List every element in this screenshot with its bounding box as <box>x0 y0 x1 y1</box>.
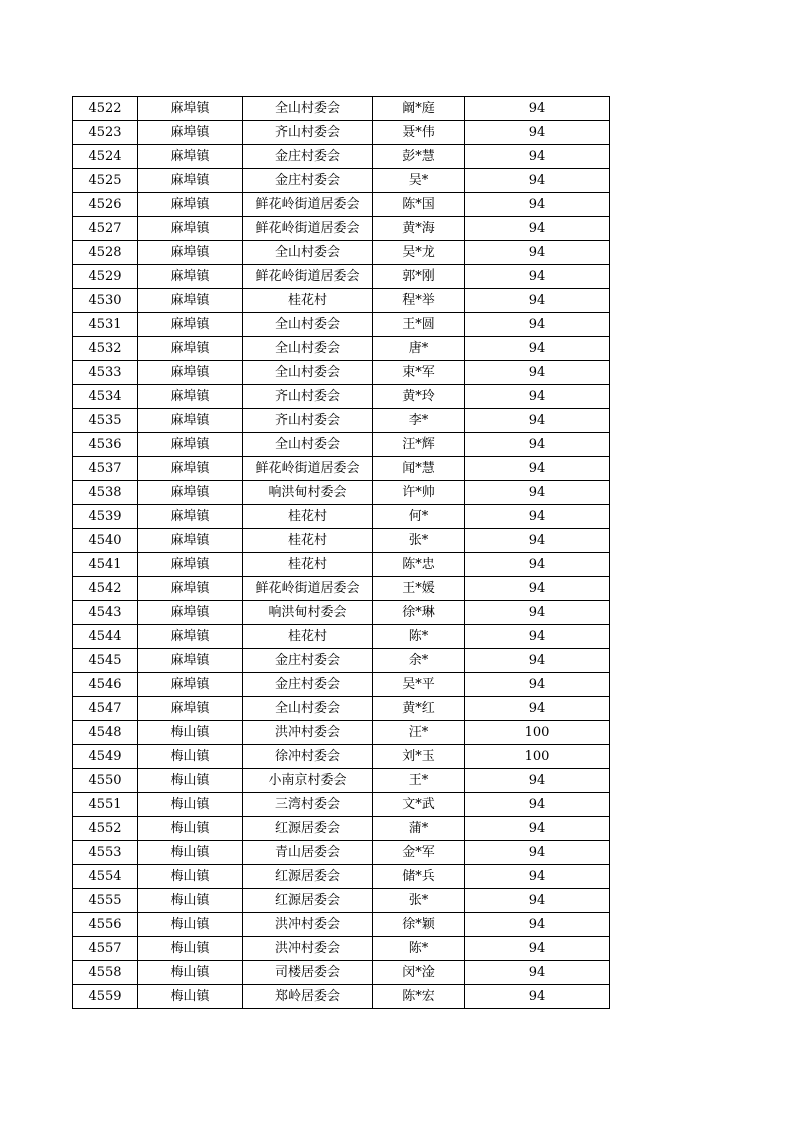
town-cell: 麻埠镇 <box>138 601 243 625</box>
row-number-cell: 4555 <box>73 889 138 913</box>
town-cell: 麻埠镇 <box>138 193 243 217</box>
table-row <box>73 793 610 817</box>
score-cell: 94 <box>465 289 610 313</box>
table-row <box>73 985 610 1009</box>
table-row <box>73 577 610 601</box>
row-number-cell: 4559 <box>73 985 138 1009</box>
village-cell: 金庄村委会 <box>243 673 373 697</box>
town-cell: 麻埠镇 <box>138 169 243 193</box>
town-cell: 麻埠镇 <box>138 409 243 433</box>
score-cell: 94 <box>465 217 610 241</box>
table-row <box>73 961 610 985</box>
row-number-cell: 4524 <box>73 145 138 169</box>
score-cell: 94 <box>465 865 610 889</box>
name-cell: 储*兵 <box>373 865 465 889</box>
name-cell: 徐*琳 <box>373 601 465 625</box>
village-cell: 桂花村 <box>243 505 373 529</box>
village-cell: 响洪甸村委会 <box>243 601 373 625</box>
row-number-cell: 4554 <box>73 865 138 889</box>
table-row <box>73 745 610 769</box>
town-cell: 麻埠镇 <box>138 337 243 361</box>
name-cell: 黄*红 <box>373 697 465 721</box>
name-cell: 刘*玉 <box>373 745 465 769</box>
town-cell: 麻埠镇 <box>138 145 243 169</box>
village-cell: 郑岭居委会 <box>243 985 373 1009</box>
data-table <box>72 96 610 1009</box>
score-cell: 94 <box>465 673 610 697</box>
score-cell: 100 <box>465 745 610 769</box>
score-cell: 94 <box>465 145 610 169</box>
score-cell: 94 <box>465 961 610 985</box>
score-cell: 94 <box>465 409 610 433</box>
score-cell: 94 <box>465 505 610 529</box>
row-number-cell: 4535 <box>73 409 138 433</box>
name-cell: 许*帅 <box>373 481 465 505</box>
name-cell: 聂*伟 <box>373 121 465 145</box>
village-cell: 三湾村委会 <box>243 793 373 817</box>
score-cell: 94 <box>465 697 610 721</box>
score-cell: 94 <box>465 937 610 961</box>
table-row <box>73 457 610 481</box>
score-cell: 94 <box>465 169 610 193</box>
table-row <box>73 313 610 337</box>
town-cell: 麻埠镇 <box>138 121 243 145</box>
table-row <box>73 265 610 289</box>
town-cell: 麻埠镇 <box>138 697 243 721</box>
table-row <box>73 841 610 865</box>
table-row <box>73 97 610 121</box>
name-cell: 陈*国 <box>373 193 465 217</box>
village-cell: 洪冲村委会 <box>243 721 373 745</box>
row-number-cell: 4548 <box>73 721 138 745</box>
table-row <box>73 913 610 937</box>
town-cell: 梅山镇 <box>138 937 243 961</box>
table-row <box>73 769 610 793</box>
town-cell: 麻埠镇 <box>138 553 243 577</box>
name-cell: 王* <box>373 769 465 793</box>
row-number-cell: 4544 <box>73 625 138 649</box>
town-cell: 梅山镇 <box>138 961 243 985</box>
table-row <box>73 433 610 457</box>
name-cell: 金*军 <box>373 841 465 865</box>
village-cell: 金庄村委会 <box>243 649 373 673</box>
name-cell: 徐*颖 <box>373 913 465 937</box>
town-cell: 梅山镇 <box>138 793 243 817</box>
name-cell: 吴* <box>373 169 465 193</box>
name-cell: 张* <box>373 889 465 913</box>
score-cell: 94 <box>465 913 610 937</box>
table-row <box>73 145 610 169</box>
row-number-cell: 4553 <box>73 841 138 865</box>
village-cell: 全山村委会 <box>243 337 373 361</box>
name-cell: 阚*庭 <box>373 97 465 121</box>
table-row <box>73 241 610 265</box>
name-cell: 余* <box>373 649 465 673</box>
village-cell: 桂花村 <box>243 289 373 313</box>
town-cell: 麻埠镇 <box>138 433 243 457</box>
village-cell: 全山村委会 <box>243 241 373 265</box>
name-cell: 文*武 <box>373 793 465 817</box>
name-cell: 郭*刚 <box>373 265 465 289</box>
row-number-cell: 4530 <box>73 289 138 313</box>
village-cell: 红源居委会 <box>243 889 373 913</box>
table-row <box>73 817 610 841</box>
score-cell: 94 <box>465 433 610 457</box>
score-cell: 94 <box>465 193 610 217</box>
village-cell: 青山居委会 <box>243 841 373 865</box>
name-cell: 张* <box>373 529 465 553</box>
village-cell: 全山村委会 <box>243 361 373 385</box>
row-number-cell: 4522 <box>73 97 138 121</box>
table-row <box>73 193 610 217</box>
town-cell: 梅山镇 <box>138 769 243 793</box>
score-cell: 94 <box>465 625 610 649</box>
town-cell: 麻埠镇 <box>138 241 243 265</box>
town-cell: 麻埠镇 <box>138 313 243 337</box>
score-cell: 94 <box>465 601 610 625</box>
table-row <box>73 601 610 625</box>
name-cell: 王*圆 <box>373 313 465 337</box>
village-cell: 司楼居委会 <box>243 961 373 985</box>
town-cell: 梅山镇 <box>138 889 243 913</box>
table-row <box>73 505 610 529</box>
name-cell: 何* <box>373 505 465 529</box>
score-cell: 94 <box>465 385 610 409</box>
row-number-cell: 4549 <box>73 745 138 769</box>
town-cell: 梅山镇 <box>138 913 243 937</box>
table-row <box>73 361 610 385</box>
score-cell: 94 <box>465 577 610 601</box>
village-cell: 鲜花岭街道居委会 <box>243 457 373 481</box>
row-number-cell: 4539 <box>73 505 138 529</box>
village-cell: 全山村委会 <box>243 433 373 457</box>
village-cell: 全山村委会 <box>243 697 373 721</box>
village-cell: 金庄村委会 <box>243 145 373 169</box>
table-row <box>73 697 610 721</box>
name-cell: 束*军 <box>373 361 465 385</box>
row-number-cell: 4540 <box>73 529 138 553</box>
name-cell: 陈*宏 <box>373 985 465 1009</box>
table-row <box>73 721 610 745</box>
village-cell: 全山村委会 <box>243 97 373 121</box>
score-cell: 94 <box>465 97 610 121</box>
row-number-cell: 4531 <box>73 313 138 337</box>
row-number-cell: 4558 <box>73 961 138 985</box>
name-cell: 彭*慧 <box>373 145 465 169</box>
row-number-cell: 4526 <box>73 193 138 217</box>
row-number-cell: 4523 <box>73 121 138 145</box>
row-number-cell: 4542 <box>73 577 138 601</box>
town-cell: 梅山镇 <box>138 721 243 745</box>
row-number-cell: 4527 <box>73 217 138 241</box>
town-cell: 梅山镇 <box>138 841 243 865</box>
village-cell: 小南京村委会 <box>243 769 373 793</box>
village-cell: 桂花村 <box>243 529 373 553</box>
town-cell: 麻埠镇 <box>138 457 243 481</box>
table-row <box>73 481 610 505</box>
village-cell: 红源居委会 <box>243 865 373 889</box>
row-number-cell: 4547 <box>73 697 138 721</box>
table-row <box>73 529 610 553</box>
town-cell: 麻埠镇 <box>138 505 243 529</box>
row-number-cell: 4532 <box>73 337 138 361</box>
town-cell: 麻埠镇 <box>138 529 243 553</box>
name-cell: 陈* <box>373 625 465 649</box>
name-cell: 蒲* <box>373 817 465 841</box>
row-number-cell: 4545 <box>73 649 138 673</box>
town-cell: 麻埠镇 <box>138 97 243 121</box>
score-cell: 94 <box>465 841 610 865</box>
row-number-cell: 4537 <box>73 457 138 481</box>
table-row <box>73 649 610 673</box>
row-number-cell: 4529 <box>73 265 138 289</box>
name-cell: 唐* <box>373 337 465 361</box>
table-row <box>73 673 610 697</box>
row-number-cell: 4541 <box>73 553 138 577</box>
score-cell: 94 <box>465 769 610 793</box>
town-cell: 麻埠镇 <box>138 649 243 673</box>
score-cell: 94 <box>465 265 610 289</box>
name-cell: 陈*忠 <box>373 553 465 577</box>
name-cell: 闵*淦 <box>373 961 465 985</box>
name-cell: 黄*海 <box>373 217 465 241</box>
town-cell: 麻埠镇 <box>138 289 243 313</box>
row-number-cell: 4552 <box>73 817 138 841</box>
table-row <box>73 937 610 961</box>
row-number-cell: 4528 <box>73 241 138 265</box>
name-cell: 陈* <box>373 937 465 961</box>
town-cell: 麻埠镇 <box>138 481 243 505</box>
name-cell: 吴*龙 <box>373 241 465 265</box>
name-cell: 汪* <box>373 721 465 745</box>
town-cell: 麻埠镇 <box>138 385 243 409</box>
name-cell: 程*举 <box>373 289 465 313</box>
name-cell: 黄*玲 <box>373 385 465 409</box>
score-cell: 94 <box>465 793 610 817</box>
table-row <box>73 865 610 889</box>
town-cell: 麻埠镇 <box>138 577 243 601</box>
score-cell: 94 <box>465 553 610 577</box>
score-cell: 94 <box>465 985 610 1009</box>
town-cell: 梅山镇 <box>138 817 243 841</box>
table-row <box>73 553 610 577</box>
score-cell: 94 <box>465 361 610 385</box>
town-cell: 梅山镇 <box>138 745 243 769</box>
town-cell: 麻埠镇 <box>138 625 243 649</box>
village-cell: 鲜花岭街道居委会 <box>243 265 373 289</box>
village-cell: 洪冲村委会 <box>243 937 373 961</box>
row-number-cell: 4543 <box>73 601 138 625</box>
village-cell: 桂花村 <box>243 553 373 577</box>
row-number-cell: 4556 <box>73 913 138 937</box>
row-number-cell: 4525 <box>73 169 138 193</box>
row-number-cell: 4533 <box>73 361 138 385</box>
village-cell: 鲜花岭街道居委会 <box>243 217 373 241</box>
score-cell: 94 <box>465 313 610 337</box>
village-cell: 金庄村委会 <box>243 169 373 193</box>
village-cell: 桂花村 <box>243 625 373 649</box>
table-row <box>73 289 610 313</box>
town-cell: 麻埠镇 <box>138 217 243 241</box>
score-cell: 94 <box>465 241 610 265</box>
village-cell: 洪冲村委会 <box>243 913 373 937</box>
row-number-cell: 4557 <box>73 937 138 961</box>
table-row <box>73 337 610 361</box>
table-row <box>73 385 610 409</box>
name-cell: 王*媛 <box>373 577 465 601</box>
row-number-cell: 4534 <box>73 385 138 409</box>
town-cell: 麻埠镇 <box>138 361 243 385</box>
village-cell: 齐山村委会 <box>243 385 373 409</box>
name-cell: 李* <box>373 409 465 433</box>
table-row <box>73 889 610 913</box>
village-cell: 徐冲村委会 <box>243 745 373 769</box>
table-row <box>73 121 610 145</box>
table-row <box>73 409 610 433</box>
row-number-cell: 4550 <box>73 769 138 793</box>
town-cell: 麻埠镇 <box>138 673 243 697</box>
score-cell: 100 <box>465 721 610 745</box>
row-number-cell: 4536 <box>73 433 138 457</box>
village-cell: 红源居委会 <box>243 817 373 841</box>
town-cell: 梅山镇 <box>138 865 243 889</box>
table-row <box>73 217 610 241</box>
row-number-cell: 4546 <box>73 673 138 697</box>
village-cell: 响洪甸村委会 <box>243 481 373 505</box>
village-cell: 鲜花岭街道居委会 <box>243 193 373 217</box>
village-cell: 鲜花岭街道居委会 <box>243 577 373 601</box>
score-cell: 94 <box>465 121 610 145</box>
table-row <box>73 169 610 193</box>
name-cell: 吴*平 <box>373 673 465 697</box>
table-row <box>73 625 610 649</box>
village-cell: 齐山村委会 <box>243 121 373 145</box>
score-cell: 94 <box>465 481 610 505</box>
row-number-cell: 4551 <box>73 793 138 817</box>
name-cell: 闻*慧 <box>373 457 465 481</box>
village-cell: 齐山村委会 <box>243 409 373 433</box>
score-cell: 94 <box>465 457 610 481</box>
score-cell: 94 <box>465 889 610 913</box>
town-cell: 梅山镇 <box>138 985 243 1009</box>
score-cell: 94 <box>465 817 610 841</box>
score-cell: 94 <box>465 649 610 673</box>
name-cell: 汪*辉 <box>373 433 465 457</box>
village-cell: 全山村委会 <box>243 313 373 337</box>
town-cell: 麻埠镇 <box>138 265 243 289</box>
row-number-cell: 4538 <box>73 481 138 505</box>
score-cell: 94 <box>465 529 610 553</box>
score-cell: 94 <box>465 337 610 361</box>
table-body <box>73 97 610 1009</box>
